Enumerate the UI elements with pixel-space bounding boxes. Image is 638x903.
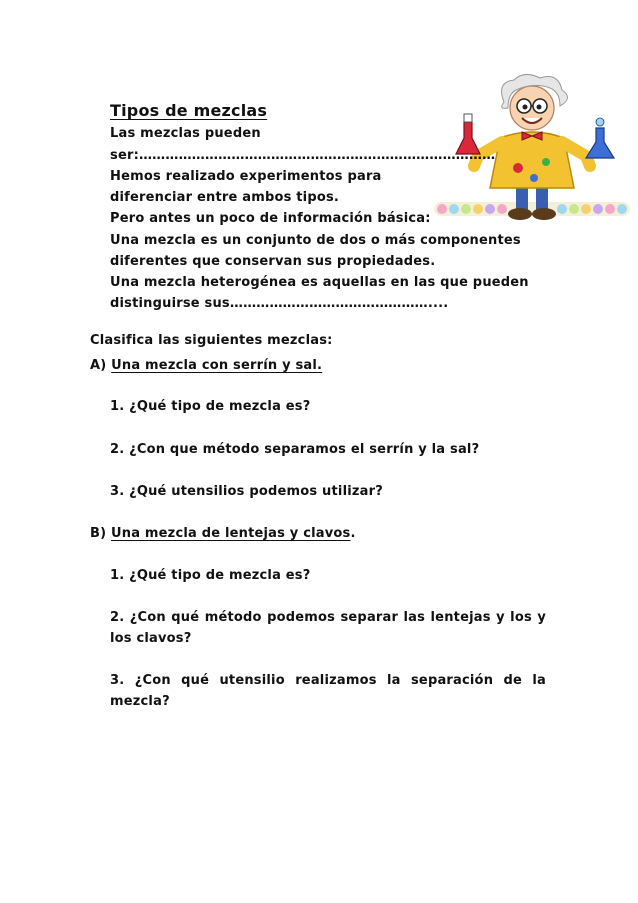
intro-line: ser:……………………………………………………………………… [110, 148, 496, 163]
intro-line: Las mezclas pueden [110, 126, 261, 141]
question: 1. ¿Qué tipo de mezcla es? [110, 568, 311, 583]
question: 2. ¿Con que método separamos el serrín y la sal? [110, 442, 480, 457]
question-continued: los clavos? [110, 631, 192, 646]
intro-line: Hemos realizado experimentos para [110, 169, 382, 184]
section-a-label [90, 356, 322, 376]
section-a-letter: A) [90, 358, 107, 373]
question: 2. ¿Con qué método podemos separar las lentejas y los y [110, 610, 546, 625]
exercise-heading: Clasifica las siguientes mezclas: [90, 333, 333, 348]
question: 3. ¿Con qué utensilio realizamos la separación de la [110, 673, 546, 688]
intro-line: distinguirse sus……………………………………….... [110, 296, 449, 311]
intro-line: Pero antes un poco de información básica: [110, 211, 431, 226]
page-title: Tipos de mezclas [110, 101, 268, 120]
intro-line: diferentes que conservan sus propiedades. [110, 254, 436, 269]
section-b-letter: B) [90, 526, 107, 541]
section-a-title: Una mezcla con serrín y sal. [111, 358, 323, 373]
question-continued: mezcla? [110, 694, 170, 709]
intro-line: diferenciar entre ambos tipos. [110, 190, 340, 205]
question: 3. ¿Qué utensilios podemos utilizar? [110, 484, 383, 499]
intro-line: Una mezcla heterogénea es aquellas en las que pueden [110, 275, 529, 290]
intro-line: Una mezcla es un conjunto de dos o más componentes [110, 233, 521, 248]
question: 1. ¿Qué tipo de mezcla es? [110, 399, 311, 414]
dots-strip [434, 202, 630, 216]
section-b-label [90, 524, 356, 544]
section-b-period: . [350, 526, 356, 541]
section-b-title: Una mezcla de lentejas y clavos [111, 526, 351, 541]
